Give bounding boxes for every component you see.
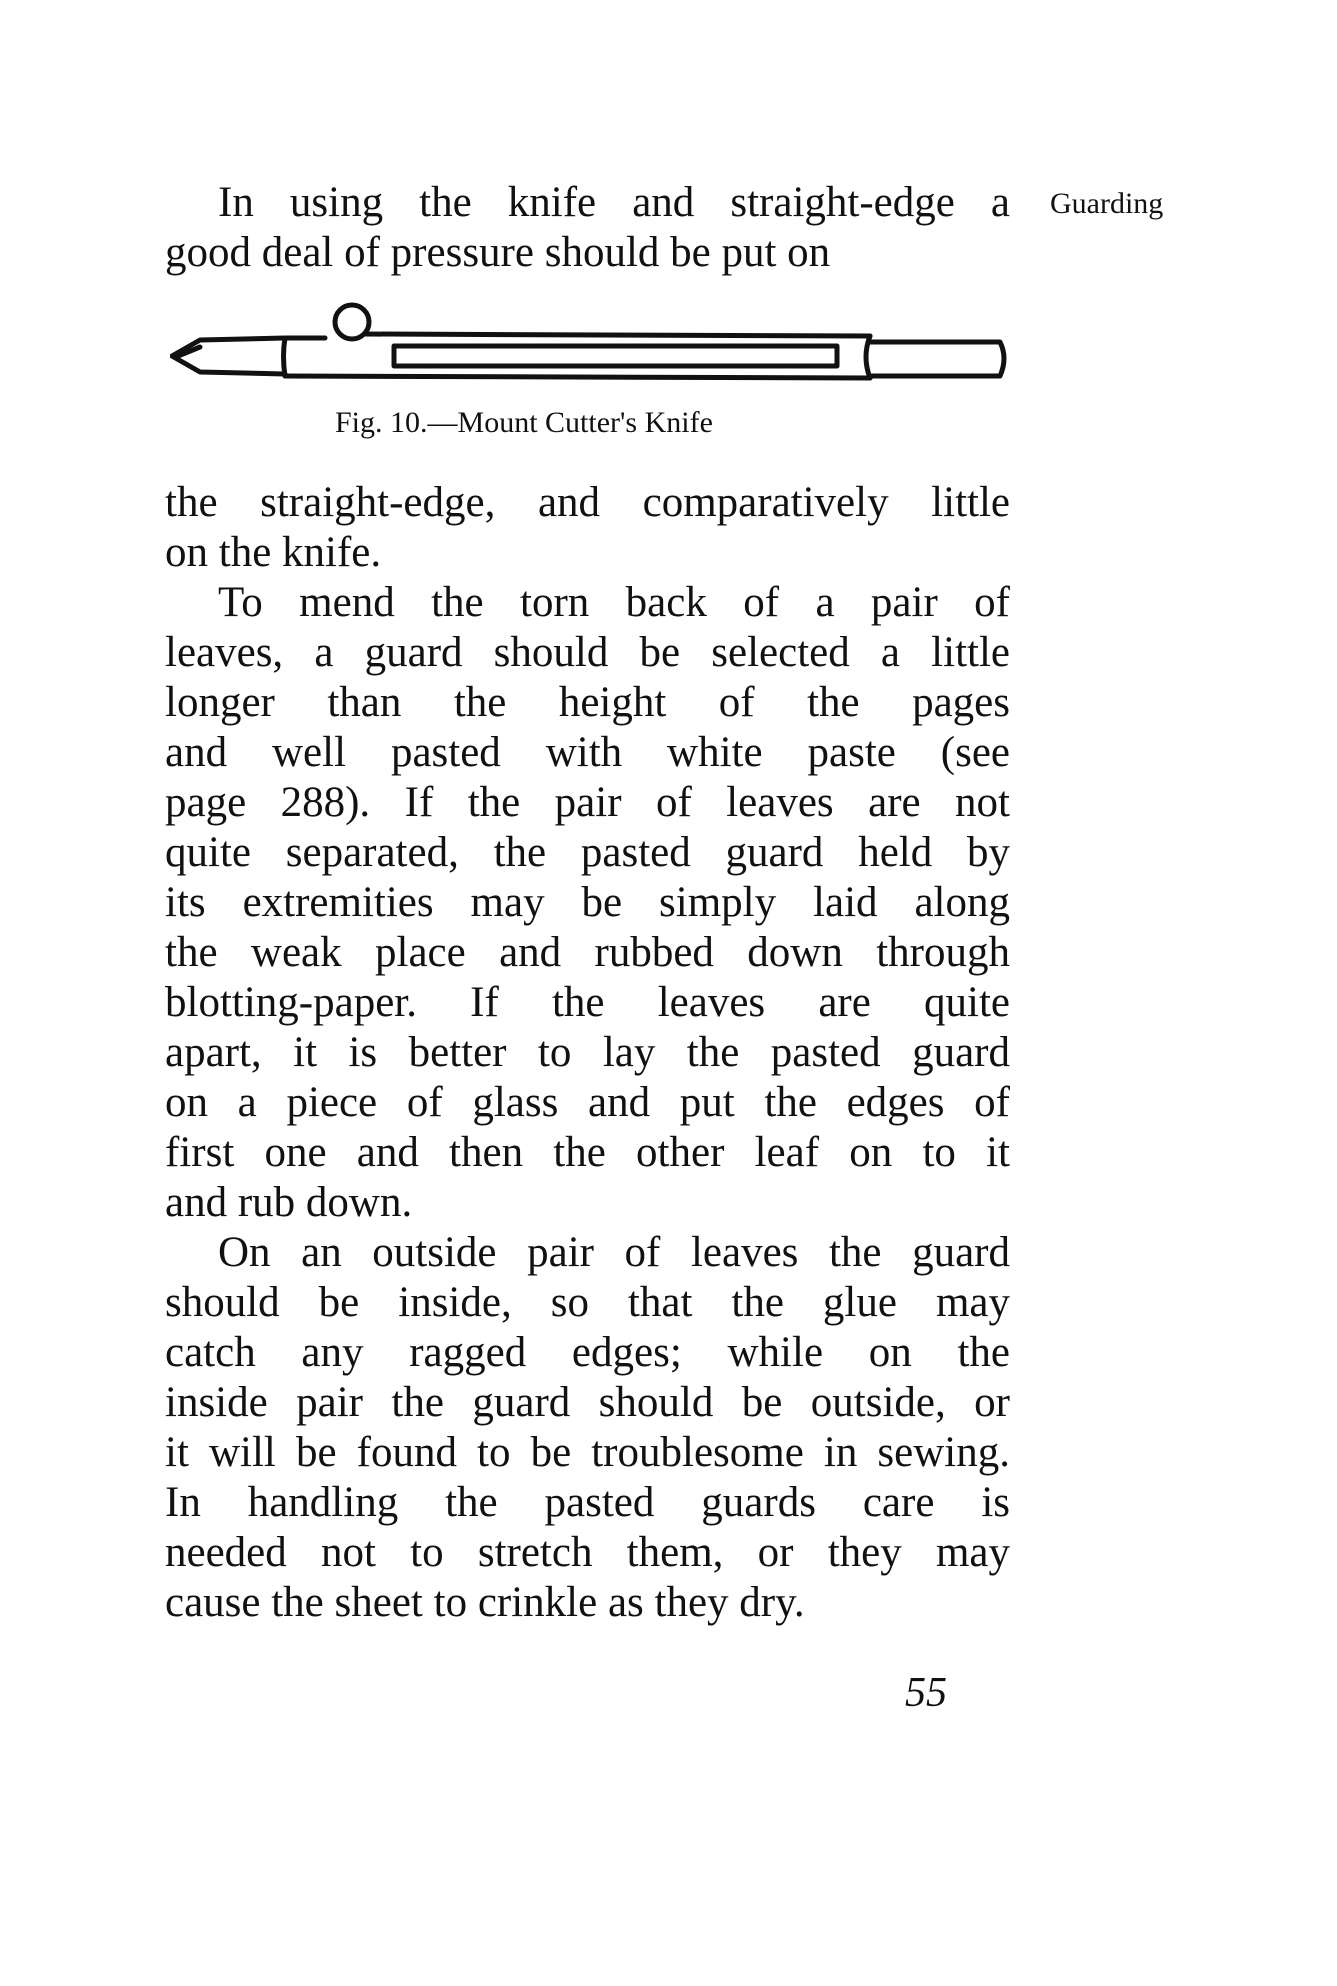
text-line: page 288). If the pair of leaves are not <box>165 779 1010 826</box>
text-line: longer than the height of the pages <box>165 679 1010 726</box>
text-line: and well pasted with white paste (see <box>165 729 1010 776</box>
text-line: cause the sheet to crinkle as they dry. <box>165 1579 805 1626</box>
text-line: on a piece of glass and put the edges of <box>165 1079 1010 1126</box>
text-line: good deal of pressure should be put on <box>165 229 831 276</box>
text-line: quite separated, the pasted guard held by <box>165 829 1010 876</box>
text-line: catch any ragged edges; while on the <box>165 1329 1010 1376</box>
text-line: needed not to stretch them, or they may <box>165 1529 1010 1576</box>
text-line: and rub down. <box>165 1179 413 1226</box>
text-line: On an outside pair of leaves the guard <box>218 1229 1010 1276</box>
text-line: In handling the pasted guards care is <box>165 1479 1010 1526</box>
text-line: its extremities may be simply laid along <box>165 879 1010 926</box>
text-line: the weak place and rubbed down through <box>165 929 1010 976</box>
text-line: To mend the torn back of a pair of <box>218 579 1010 626</box>
text-line: leaves, a guard should be selected a little <box>165 629 1010 676</box>
knife-drawing <box>170 300 1030 400</box>
text-line: In using the knife and straight-edge a <box>218 179 1010 226</box>
text-line: the straight-edge, and comparatively little <box>165 479 1010 526</box>
text-line: should be inside, so that the glue may <box>165 1279 1010 1326</box>
text-line: inside pair the guard should be outside, or <box>165 1379 1010 1426</box>
margin-note: Guarding <box>1050 187 1164 220</box>
text-line: first one and then the other leaf on to it <box>165 1129 1010 1176</box>
text-line: on the knife. <box>165 529 382 576</box>
figure-caption: Fig. 10.—Mount Cutter's Knife <box>335 406 713 439</box>
page-number: 55 <box>905 1670 947 1716</box>
text-line: it will be found to be troublesome in sewing. <box>165 1429 1010 1476</box>
text-line: apart, it is better to lay the pasted guard <box>165 1029 1010 1076</box>
text-line: blotting-paper. If the leaves are quite <box>165 979 1010 1026</box>
